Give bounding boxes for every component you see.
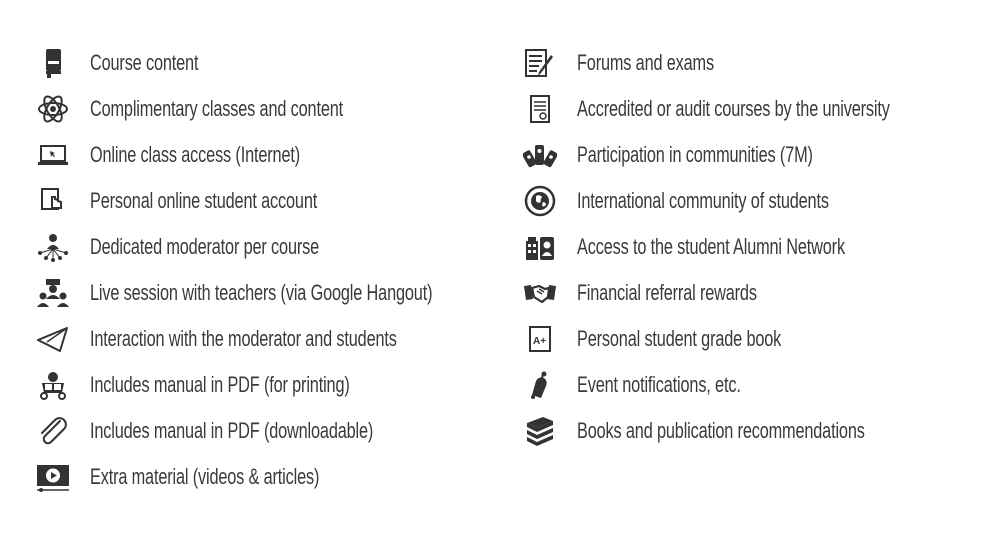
list-item — [523, 40, 973, 86]
certificate-icon — [523, 92, 563, 126]
video-play-icon — [36, 460, 76, 494]
list-item — [36, 86, 506, 132]
book-icon — [36, 46, 76, 80]
svg-text:A+: A+ — [533, 336, 547, 347]
list-item-label: Personal student grade book — [577, 326, 782, 351]
list-item — [523, 270, 973, 316]
list-item-label: Complimentary classes and content — [90, 96, 344, 121]
list-item-label: Personal online student account — [90, 188, 318, 213]
handshake-icon — [523, 276, 563, 310]
features-list-right — [523, 40, 973, 454]
list-item-label: Accredited or audit courses by the university — [577, 96, 890, 121]
list-item-label: Extra material (videos & articles) — [90, 464, 320, 489]
paper-plane-icon — [36, 322, 76, 356]
list-item — [36, 454, 506, 500]
list-item — [523, 362, 973, 408]
books-icon — [523, 414, 563, 448]
list-item-label: Includes manual in PDF (downloadable) — [90, 418, 374, 443]
list-item — [523, 224, 973, 270]
list-item — [36, 270, 506, 316]
list-item — [36, 408, 506, 454]
list-item-label: Live session with teachers (via Google Hangout) — [90, 280, 433, 305]
community-badges-icon — [523, 138, 563, 172]
list-item-label: Access to the student Alumni Network — [577, 234, 845, 259]
list-item — [36, 178, 506, 224]
list-item-label: Event notifications, etc. — [577, 372, 741, 397]
moderator-network-icon — [36, 230, 76, 264]
bell-icon — [523, 368, 563, 402]
list-item — [36, 132, 506, 178]
list-item-label: International community of students — [577, 188, 829, 213]
alumni-id-icon — [523, 230, 563, 264]
paperclip-icon — [36, 414, 76, 448]
list-item — [523, 316, 973, 362]
reader-icon — [36, 368, 76, 402]
list-item-label: Financial referral rewards — [577, 280, 757, 305]
hand-pointer-icon — [36, 184, 76, 218]
laptop-icon — [36, 138, 76, 172]
list-item — [36, 316, 506, 362]
features-list-left — [36, 40, 506, 500]
list-item — [36, 362, 506, 408]
globe-icon — [523, 184, 563, 218]
list-item-label: Participation in communities (7M) — [577, 142, 813, 167]
list-item — [36, 224, 506, 270]
group-icon — [36, 276, 76, 310]
list-item — [523, 408, 973, 454]
list-item-label: Dedicated moderator per course — [90, 234, 320, 259]
list-item-label: Interaction with the moderator and students — [90, 326, 397, 351]
list-item-label: Books and publication recommendations — [577, 418, 865, 443]
list-item — [36, 40, 506, 86]
list-item-label: Course content — [90, 50, 199, 75]
list-item — [523, 86, 973, 132]
grade-book-icon — [523, 322, 563, 356]
atom-icon — [36, 92, 76, 126]
list-item — [523, 132, 973, 178]
checklist-pencil-icon — [523, 46, 563, 80]
list-item-label: Forums and exams — [577, 50, 714, 75]
list-item-label: Includes manual in PDF (for printing) — [90, 372, 350, 397]
list-item-label: Online class access (Internet) — [90, 142, 301, 167]
list-item — [523, 178, 973, 224]
